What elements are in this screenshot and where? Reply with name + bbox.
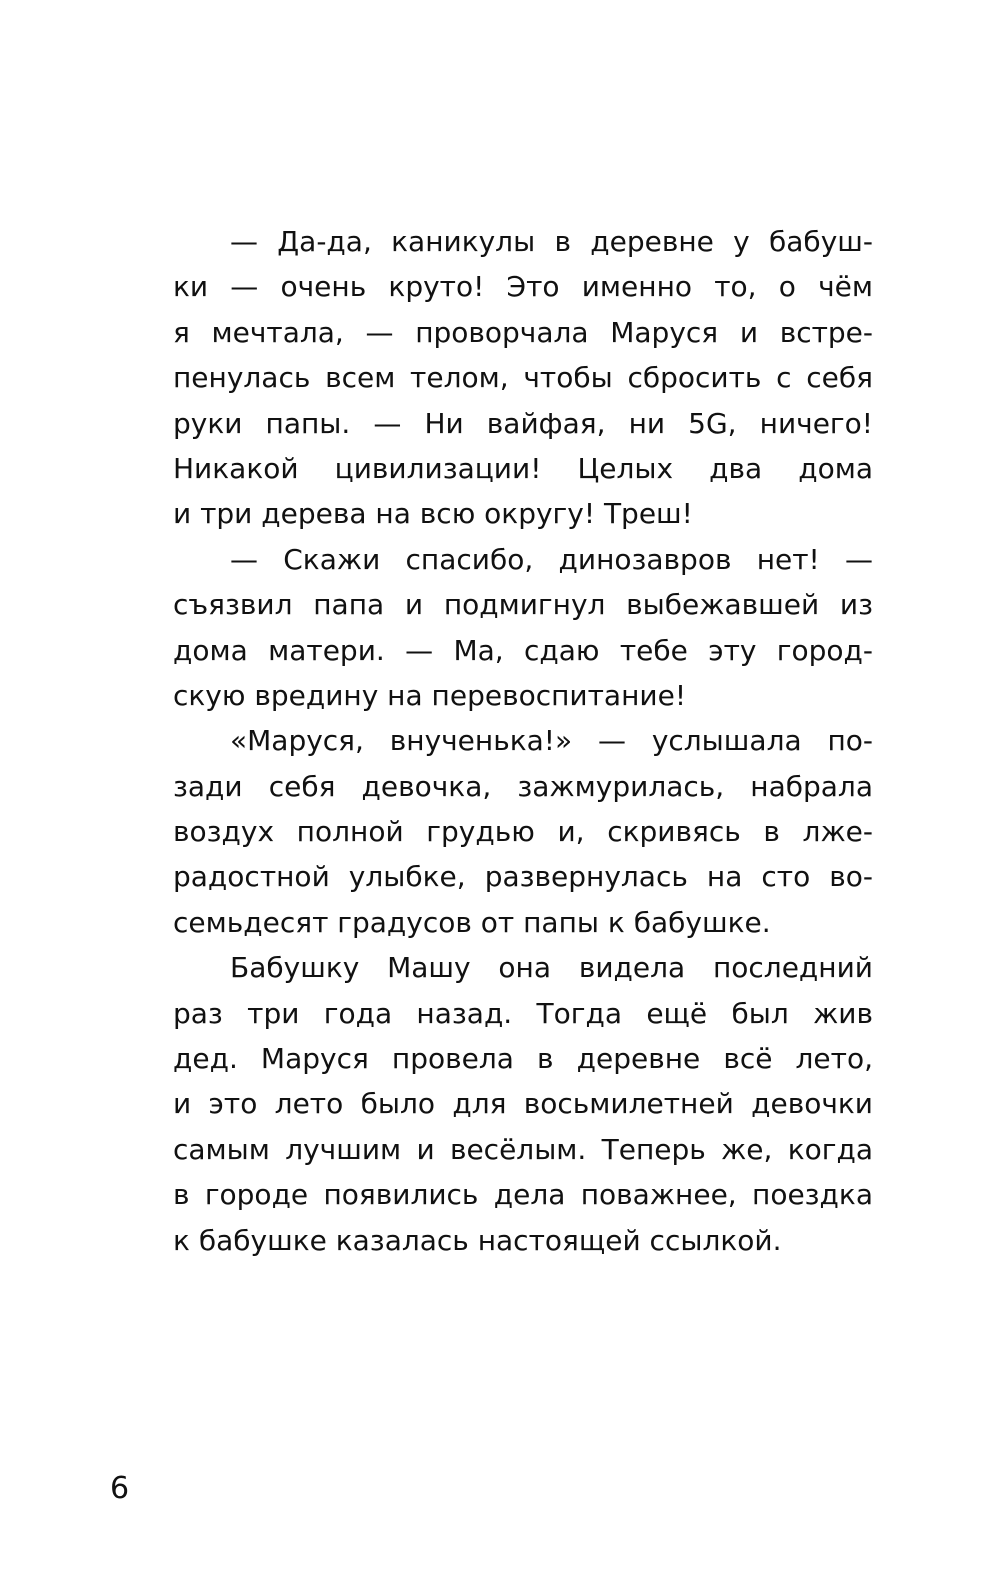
page-number: 6 — [110, 1471, 130, 1506]
text-line: руки папы. — Ни вайфая, ни 5G, ничего! — [173, 406, 873, 440]
text-line: и три дерева на всю округу! Треш! — [173, 497, 693, 531]
text-line: пенулась всем телом, чтобы сбросить с себя — [173, 361, 873, 395]
text-line: скую вредину на перевоспитание! — [173, 678, 687, 712]
text-line: самым лучшим и весёлым. Теперь же, когда — [173, 1132, 873, 1166]
text-line: радостной улыбке, развернулась на сто во- — [173, 860, 873, 894]
text-line: Никакой цивилизации! Целых два дома — [173, 451, 873, 485]
text-line: зади себя девочка, зажмурилась, набрала — [173, 769, 873, 803]
text-line: и это лето было для восьмилетней девочки — [173, 1087, 873, 1121]
text-line: дед. Маруся провела в деревне всё лето, — [173, 1042, 873, 1076]
text-line: — Скажи спасибо, динозавров нет! — — [230, 542, 873, 576]
body-text — [173, 219, 873, 1263]
text-line: я мечтала, — проворчала Маруся и встре- — [173, 315, 873, 349]
text-line: в городе появились дела поважнее, поездка — [173, 1178, 873, 1212]
text-line: — Да-да, каникулы в деревне у бабуш- — [230, 225, 873, 258]
text-line: воздух полной грудью и, скривясь в лже- — [173, 815, 873, 849]
text-line: ки — очень круто! Это именно то, о чём — [173, 270, 873, 304]
text-line: Бабушку Машу она видела последний — [230, 951, 873, 985]
text-line: семьдесят градусов от папы к бабушке. — [173, 905, 771, 939]
text-line: раз три года назад. Тогда ещё был жив — [173, 996, 873, 1030]
text-line: «Маруся, внученька!» — услышала по- — [230, 724, 873, 758]
text-line: дома матери. — Ма, сдаю тебе эту город- — [173, 633, 873, 667]
text-line: к бабушке казалась настоящей ссылкой. — [173, 1223, 782, 1257]
text-line: съязвил папа и подмигнул выбежавшей из — [173, 588, 873, 622]
